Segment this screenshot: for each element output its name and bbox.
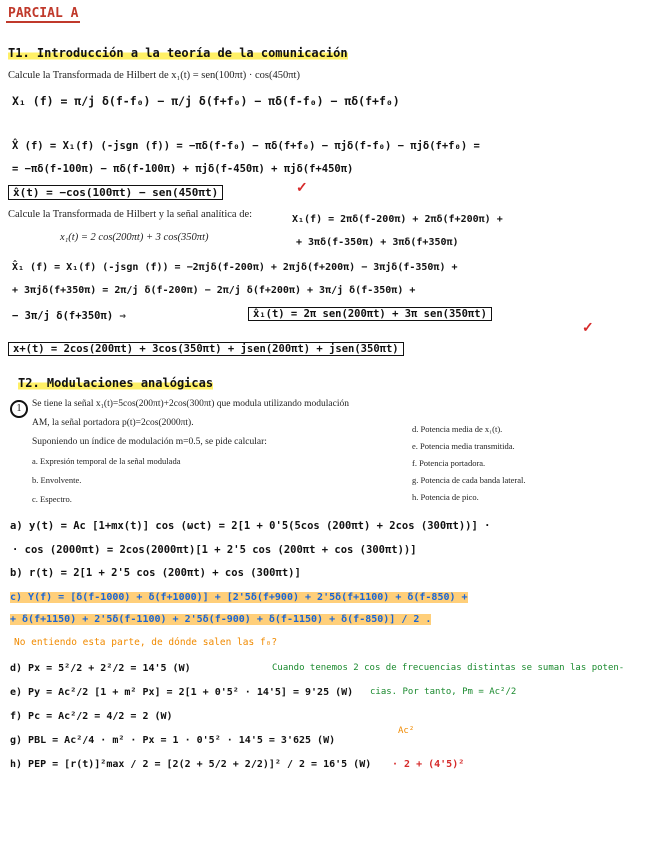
t2-heading: T2. Modulaciones analógicas — [18, 376, 214, 390]
answer-a-line-1: a) y(t) = Ac [1+mx(t)] cos (ωct) = 2[1 + 0'5(5cos (200πt) + 2cos (300πt))] · — [10, 520, 491, 532]
note-red: · 2 + (4'5)² — [392, 759, 465, 770]
item-c: c. Espectro. — [32, 494, 72, 504]
t1-question-2: Calcule la Transformada de Hilbert y la señal analítica de: — [8, 209, 253, 220]
t1-line-6: X̂₁ (f) = X₁(f) (-jsgn (f)) = −2πjδ(f-200π) + 2πjδ(f+200π) − 3πjδ(f-350π) + — [12, 262, 458, 273]
item-d: d. Potencia media de x₁(t). — [412, 424, 503, 434]
item-h: h. Potencia de pico. — [412, 492, 479, 502]
answer-a-line-2: · cos (2000πt) = 2cos(2000πt)[1 + 2'5 cos (200πt + cos (300πt))] — [12, 544, 417, 556]
answer-d: d) Px = 5²/2 + 2²/2 = 14'5 (W) — [10, 663, 191, 674]
item-g: g. Potencia de cada banda lateral. — [412, 475, 526, 485]
t1-line-2: X̂ (f) = X₁(f) (-jsgn (f)) = −πδ(f-f₀) − πδ(f+f₀) − πjδ(f-f₀) − πjδ(f+f₀) = — [12, 140, 480, 152]
t1-line-1: X₁ (f) = π/j δ(f-f₀) − π/j δ(f+f₀) − πδ(f-f₀) − πδ(f+f₀) — [12, 94, 400, 108]
question-number: 1 — [10, 400, 28, 418]
t1-question-2-equation: x₁(t) = 2 cos(200πt) + 3 cos(350πt) — [60, 232, 209, 243]
answer-c-line-2: + δ(f+1150) + 2'5δ(f-1100) + 2'5δ(f-900) + δ(f-1150) + δ(f-850)] / 2 . — [10, 614, 432, 625]
item-f: f. Potencia portadora. — [412, 458, 486, 468]
answer-g: g) PBL = Ac²/4 · m² · Px = 1 · 0'5² · 14'5 = 3'625 (W) — [10, 735, 336, 746]
question-number-badge — [10, 398, 28, 418]
answer-h: h) PEP = [r(t)]²max / 2 = [2(2 + 5/2 + 2/2)]² / 2 = 16'5 (W) — [10, 759, 372, 770]
check-mark-icon: ✓ — [296, 181, 308, 196]
t1-line-3: = −πδ(f-100π) − πδ(f-100π) + πjδ(f-450π) + πjδ(f+450π) — [12, 163, 354, 175]
t1-answer-1: x̂(t) = −cos(100πt) − sen(450πt) — [8, 185, 223, 200]
margin-note-orange: No entiendo esta parte, de dónde salen las f₀? — [14, 637, 278, 648]
t1-line-5: + 3πδ(f-350π) + 3πδ(f+350π) — [296, 237, 459, 248]
item-b: b. Envolvente. — [32, 475, 82, 485]
t2-problem-line-3: Suponiendo un índice de modulación m=0.5, se pide calcular: — [32, 437, 267, 447]
answer-c-line-1: c) Y(f) = [δ(f-1000) + δ(f+1000)] + [2'5δ(f+900) + 2'5δ(f+1100) + δ(f-850) + — [10, 592, 468, 603]
item-a: a. Expresión temporal de la señal modulada — [32, 456, 181, 466]
t1-line-8: − 3π/j δ(f+350π) ⇒ — [12, 310, 126, 322]
t1-question-1: Calcule la Transformada de Hilbert de x₁(t) = sen(100πt) · cos(450πt) — [8, 70, 300, 81]
t2-problem-line-1: Se tiene la señal x₁(t)=5cos(200πt)+2cos(300πt) que modula utilizando modulación — [32, 399, 349, 409]
answer-e: e) Py = Ac²/2 [1 + m² Px] = 2[1 + 0'5² · 14'5] = 9'25 (W) — [10, 687, 354, 698]
t1-answer-3: x+(t) = 2cos(200πt) + 3cos(350πt) + jsen(200πt) + jsen(350πt) — [8, 342, 404, 356]
t1-line-4: X₁(f) = 2πδ(f-200π) + 2πδ(f+200π) + — [292, 214, 503, 225]
note-green-2: cias. Por tanto, Pm = Ac²/2 — [370, 687, 517, 697]
item-e: e. Potencia media transmitida. — [412, 441, 515, 451]
t1-line-7: + 3πjδ(f+350π) = 2π/j δ(f-200π) − 2π/j δ(f+200π) + 3π/j δ(f-350π) + — [12, 285, 416, 296]
page-title: PARCIAL A — [8, 6, 79, 21]
check-mark-icon: ✓ — [582, 321, 594, 336]
t1-heading: T1. Introducción a la teoría de la comunicación — [8, 46, 348, 60]
t1-answer-2: x̂₁(t) = 2π sen(200πt) + 3π sen(350πt) — [248, 307, 492, 321]
note-orange-2: Ac² — [398, 726, 415, 736]
note-green-1: Cuando tenemos 2 cos de frecuencias distintas se suman las poten- — [272, 663, 625, 673]
t2-problem-line-2: AM, la señal portadora p(t)=2cos(2000πt). — [32, 418, 194, 428]
answer-b: b) r(t) = 2[1 + 2'5 cos (200πt) + cos (300πt)] — [10, 567, 301, 579]
answer-f: f) Pc = Ac²/2 = 4/2 = 2 (W) — [10, 711, 173, 722]
